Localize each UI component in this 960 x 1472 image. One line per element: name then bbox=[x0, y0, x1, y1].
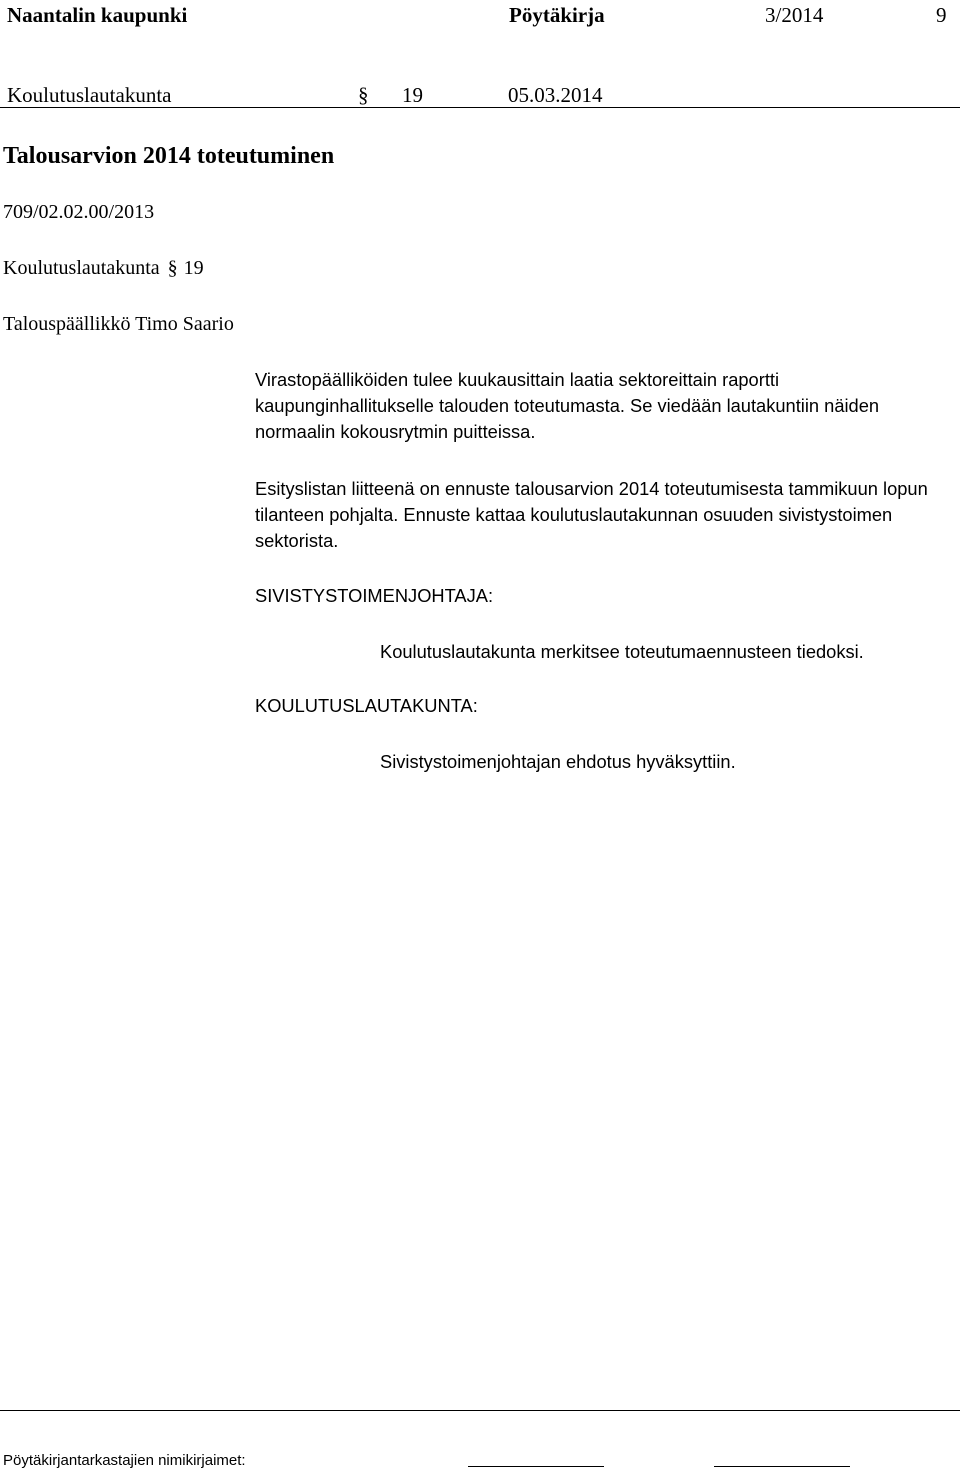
decision-label: KOULUTUSLAUTAKUNTA: bbox=[255, 695, 478, 716]
decision-text: Sivistystoimenjohtajan ehdotus hyväksyttiin. bbox=[380, 751, 736, 772]
subheader-body: Koulutuslautakunta bbox=[7, 83, 172, 107]
municipality-name: Naantalin kaupunki bbox=[7, 3, 188, 27]
signature-line-1 bbox=[468, 1466, 604, 1467]
subheader-date: 05.03.2014 bbox=[508, 83, 603, 107]
document-type: Pöytäkirja bbox=[509, 3, 605, 27]
page-title: Talousarvion 2014 toteutuminen bbox=[3, 143, 335, 169]
section-sign: § bbox=[167, 257, 178, 279]
footer-divider bbox=[0, 1410, 960, 1411]
subheader-section: 19 bbox=[402, 83, 423, 107]
document-number: 3/2014 bbox=[765, 3, 824, 27]
signature-line-2 bbox=[714, 1466, 850, 1467]
preparer: Talouspäällikkö Timo Saario bbox=[3, 313, 234, 335]
signatures-label: Pöytäkirjantarkastajien nimikirjaimet: bbox=[3, 1452, 246, 1469]
record-number: 709/02.02.00/2013 bbox=[3, 201, 155, 223]
section-body: Koulutuslautakunta bbox=[3, 257, 160, 279]
page-number: 9 bbox=[936, 3, 947, 27]
proposal-label: SIVISTYSTOIMENJOHTAJA: bbox=[255, 585, 494, 606]
section-number: 19 bbox=[183, 257, 204, 279]
header-divider bbox=[0, 107, 960, 108]
section-line bbox=[3, 257, 204, 280]
body-paragraph-1: Virastopäälliköiden tulee kuukausittain laatia sektoreittain raportti kaupunginhallitukselle talouden toteutumasta. Se viedään lautakuntiin näiden normaalin kokousrytmin puitteissa. bbox=[255, 369, 880, 442]
proposal-text: Koulutuslautakunta merkitsee toteutumaennusteen tiedoksi. bbox=[380, 641, 864, 662]
body-paragraph-2: Esityslistan liitteenä on ennuste talousarvion 2014 toteutumisesta tammikuun lopun tilanteen pohjalta. Ennuste kattaa koulutuslautakunnan osuuden sivistystoimen sektorista. bbox=[255, 478, 928, 551]
subheader-section-sign: § bbox=[358, 83, 369, 107]
